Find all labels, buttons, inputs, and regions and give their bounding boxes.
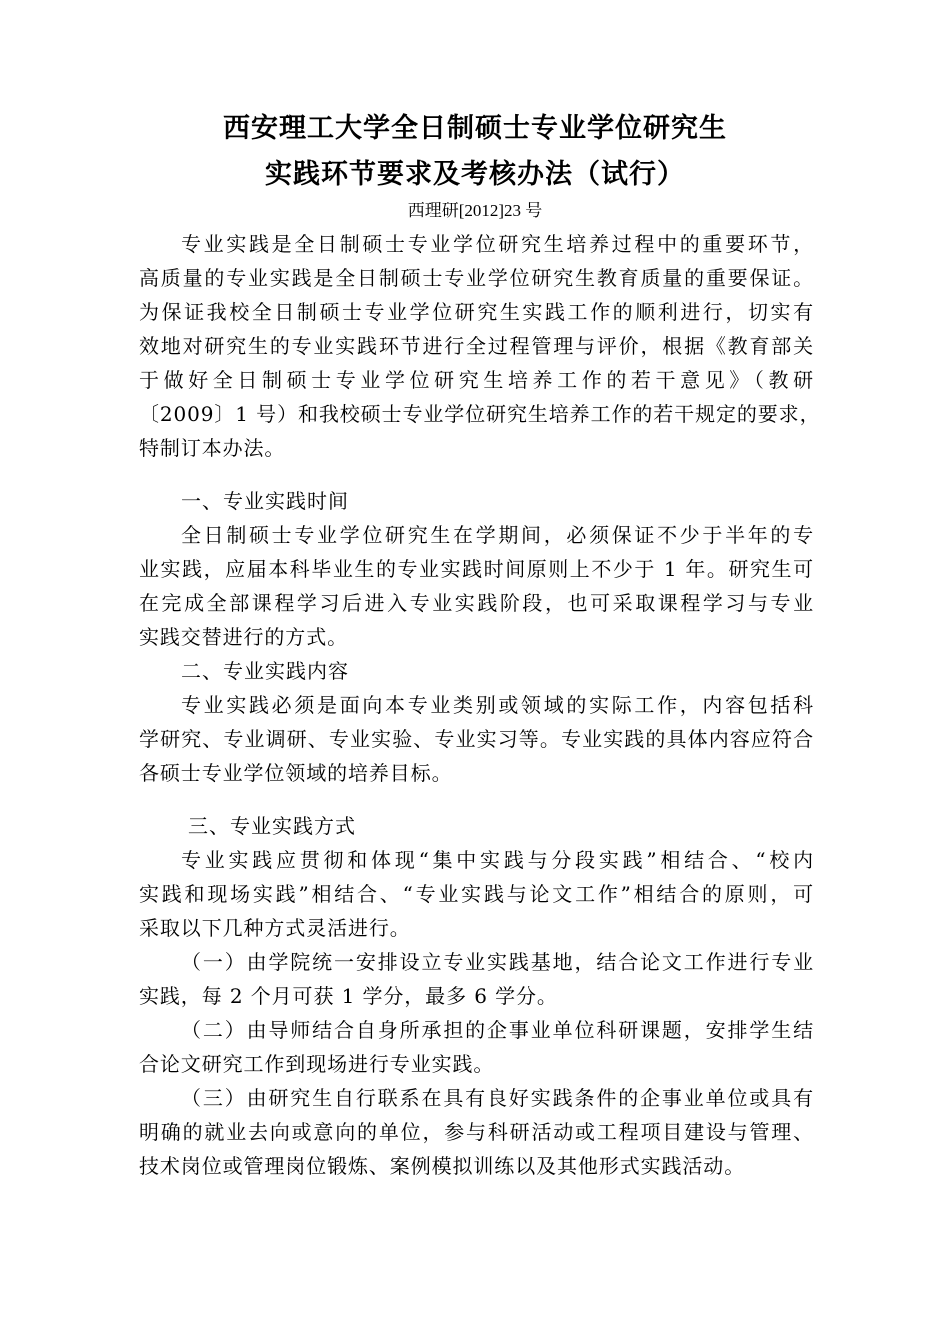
section-3-line: 实践和现场实践”相结合、“专业实践与论文工作”相结合的原则，可 (139, 882, 814, 906)
intro-line: 特制订本办法。 (139, 436, 286, 460)
section-3-item-2-line: 合论文研究工作到现场进行专业实践。 (139, 1052, 495, 1076)
intro-line: 效地对研究生的专业实践环节进行全过程管理与评价，根据《教育部关 (139, 334, 814, 358)
section-2-line: 学研究、专业调研、专业实验、专业实习等。专业实践的具体内容应符合 (139, 727, 814, 751)
section-3-line: 采取以下几种方式灵活进行。 (139, 916, 411, 940)
intro-line: 专业实践是全日制硕士专业学位研究生培养过程中的重要环节， (181, 232, 814, 256)
intro-line: 于做好全日制硕士专业学位研究生培养工作的若干意见》（教研 (139, 368, 814, 392)
section-1-line: 业实践，应届本科毕业生的专业实践时间原则上不少于 1 年。研究生可 (139, 557, 814, 581)
section-2-line: 专业实践必须是面向本专业类别或领域的实际工作，内容包括科 (181, 693, 814, 717)
intro-line: 〔2009〕1 号）和我校硕士专业学位研究生培养工作的若干规定的要求， (139, 402, 821, 426)
section-3-item-1-line: 实践，每 2 个月可获 1 学分，最多 6 学分。 (139, 984, 558, 1008)
document-title-line-1: 西安理工大学全日制硕士专业学位研究生 (223, 113, 727, 144)
document-title-line-2: 实践环节要求及考核办法（试行） (265, 159, 685, 190)
section-3-item-3-line: 技术岗位或管理岗位锻炼、案例模拟训练以及其他形式实践活动。 (139, 1154, 746, 1178)
intro-line: 为保证我校全日制硕士专业学位研究生实践工作的顺利进行，切实有 (139, 300, 814, 324)
section-1-line: 在完成全部课程学习后进入专业实践阶段，也可采取课程学习与专业 (139, 591, 814, 615)
intro-line: 高质量的专业实践是全日制硕士专业学位研究生教育质量的重要保证。 (139, 266, 814, 290)
document-number: 西理研[2012]23 号 (407, 201, 543, 220)
section-3-line: 专业实践应贯彻和体现“集中实践与分段实践”相结合、“校内 (181, 848, 814, 872)
section-heading-practice-methods: 三、专业实践方式 (188, 814, 356, 838)
section-3-item-3-line: 明确的就业去向或意向的单位，参与科研活动或工程项目建设与管理、 (139, 1120, 814, 1144)
section-1-line: 全日制硕士专业学位研究生在学期间，必须保证不少于半年的专 (181, 523, 814, 547)
section-heading-practice-content: 二、专业实践内容 (181, 659, 349, 683)
section-2-line: 各硕士专业学位领域的培养目标。 (139, 761, 453, 785)
section-1-line: 实践交替进行的方式。 (139, 625, 348, 649)
section-3-item-3-line: （三）由研究生自行联系在具有良好实践条件的企事业单位或具有 (181, 1086, 814, 1110)
section-3-item-2-line: （二）由导师结合自身所承担的企事业单位科研课题，安排学生结 (181, 1018, 814, 1042)
section-heading-practice-time: 一、专业实践时间 (181, 489, 349, 513)
section-3-item-1-line: （一）由学院统一安排设立专业实践基地，结合论文工作进行专业 (181, 950, 814, 974)
